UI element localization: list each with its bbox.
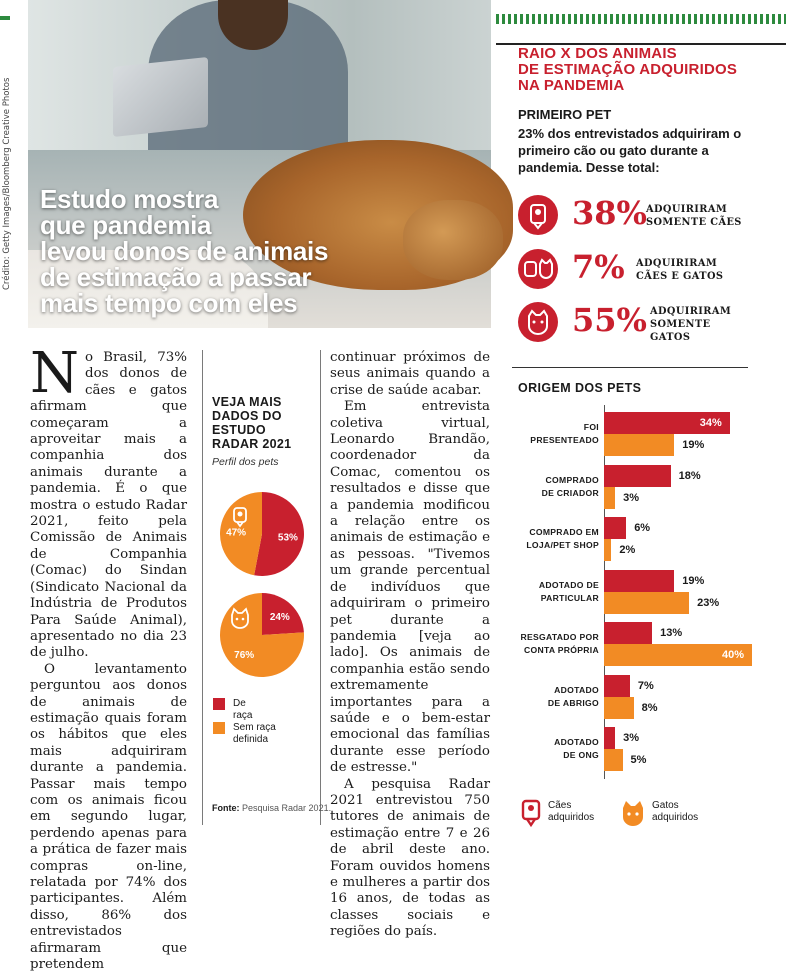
bar-dogs [604, 727, 615, 749]
bar-dogs [604, 465, 671, 487]
dog-and-cat-icon [518, 249, 558, 289]
bar-dogs [604, 517, 626, 539]
bar-value-label: 34% [699, 417, 722, 429]
pie-label: 47% [226, 527, 247, 539]
stat-label: ADQUIRIRAM CÃES E GATOS [636, 258, 724, 282]
laptop-illustration [113, 57, 208, 137]
sidebar-box [212, 395, 318, 468]
bar-value-label: 5% [630, 754, 647, 766]
cat-tag-icon [518, 302, 558, 342]
panel-description: 23% dos entrevistados adquiriram o primeiro cão ou gato durante a pandemia. Desse total: [518, 126, 742, 175]
pie-chart-cats [220, 593, 304, 677]
dog-tag-icon [518, 195, 558, 235]
category-label: COMPRADO EM LOJA/PET SHOP [526, 527, 599, 550]
article-column-1 [30, 341, 187, 973]
sidebar-title: VEJA MAIS DADOS DO ESTUDO RADAR 2021 [212, 395, 292, 451]
category-label: FOI PRESENTEADO [530, 422, 599, 445]
dog-tag-icon [518, 798, 544, 828]
source-note: Fonte: Pesquisa Radar 2021. [212, 803, 332, 813]
bar-value-label: 13% [660, 627, 683, 639]
pie-chart-dogs [220, 492, 304, 576]
panel-subtitle: PRIMEIRO PET [518, 107, 612, 122]
paragraph: O levantamento perguntou aos donos de animais de estimação quais foram os hábitos que eles mais adquiriram durante a pandemia. Passar mais tempo com os animais ficou em segundo lugar, perdendo apenas para a prática de fazer mais compras on-line, relatada por 74% dos participantes. Além disso, 86% dos entrevistados afirmaram que pretendem [30, 661, 187, 973]
paragraph: continuar próximos de seus animais quando a crise de saúde acabar. [330, 350, 490, 398]
bar-cats [604, 434, 674, 456]
category-label: RESGATADO POR CONTA PRÓPRIA [520, 632, 599, 655]
panel-title: RAIO X DOS ANIMAIS DE ESTIMAÇÃO ADQUIRIDOS NA PANDEMIA [518, 45, 738, 94]
stat-label: ADQUIRIRAM SOMENTE CÃES [646, 204, 742, 228]
bar-value-label: 40% [722, 649, 745, 661]
sidebar-subtitle: Perfil dos pets [212, 456, 279, 468]
drop-cap: N [30, 341, 79, 406]
cat-tag-icon [618, 798, 648, 828]
category-label: ADOTADO DE PARTICULAR [538, 579, 599, 603]
bar-value-label: 2% [619, 544, 636, 556]
legend-swatch-orange [213, 722, 225, 734]
bar-value-label: 19% [682, 574, 705, 587]
bar-value-label: 3% [623, 491, 639, 504]
photo-credit: Crédito: Getty Images/Bloomberg Creative Photos [2, 77, 12, 290]
chart-top-rule [512, 367, 748, 368]
stat-percent: 7% [572, 248, 625, 286]
section-rule-dotted [496, 14, 786, 24]
stat-label: ADQUIRIRAM SOMENTE GATOS [650, 306, 732, 343]
bar-cats [604, 697, 634, 719]
bar-value-label: 3% [623, 732, 639, 744]
bar-value-label: 8% [641, 701, 658, 714]
top-rule-accent [0, 16, 10, 20]
bar-value-label: 23% [697, 596, 720, 609]
paragraph: o Brasil, 73% dos donos de cães e gatos afirmam que começaram a aproveitar mais a companhia dos animais durante a pandemia. É o que mostra o estudo Radar 2021, feito pela Comissão de Animais de Companhia (Comac) do Sindan (Sindicato Nacional da Indústria de Produtos Para Saúde Animal), apresentado no dia 23 de julho. [30, 350, 187, 661]
bar-value-label: 6% [634, 522, 651, 534]
chart-title: ORIGEM DOS PETS [518, 381, 642, 395]
bar-value-label: 7% [637, 679, 654, 692]
column-divider [320, 350, 321, 825]
bar-cats [604, 592, 689, 614]
legend-swatch-red [213, 698, 225, 710]
legend-item-dogs: Cães adquiridos [518, 798, 628, 828]
pie-label: 24% [269, 612, 290, 624]
pie-label: 76% [234, 649, 255, 661]
bar-cats [604, 487, 615, 509]
bar-cats [604, 749, 623, 771]
bar-cats [604, 539, 611, 561]
bar-dogs [604, 675, 630, 697]
pie-label: 53% [277, 532, 298, 544]
legend-item-cats: Gatos adquiridos [618, 798, 758, 828]
bar-dogs [604, 622, 652, 644]
article-column-2 [330, 350, 490, 941]
stat-percent: 55% [572, 301, 647, 339]
column-divider [202, 350, 203, 825]
paragraph: Em entrevista coletiva virtual, Leonardo Brandão, coordenador da Comac, comentou os resultados e disse que a pandemia modificou a relação entre os animais de estimação e as pessoas. "Tivemos um grande percentual de indivíduos que adquiriram o primeiro pet durante a pandemia [veja ao lado]. Os animais de companhia estão sendo extremamente importantes para a saúde e o bem-estar emocional das famílias durante esse período de estresse." [330, 399, 490, 776]
category-label: ADOTADO DE ABRIGO [547, 684, 599, 708]
stat-percent: 38% [572, 194, 647, 232]
category-label: ADOTADO DE ONG [554, 737, 599, 760]
paragraph: A pesquisa Radar 2021 entrevistou 750 tutores de animais de estimação entre 7 e 26 de abril deste ano. Foram ouvidos homens e mulheres a partir dos 16 anos, de todas as classes sociais e regiões do país. [330, 776, 490, 940]
article-headline: Estudo mostra que pandemia levou donos de animais de estimação a passar mais tempo com eles [40, 184, 329, 318]
category-label: COMPRADO DE CRIADOR [541, 474, 599, 498]
bar-value-label: 19% [682, 439, 705, 451]
bar-value-label: 18% [678, 469, 701, 482]
bar-dogs [604, 570, 674, 592]
